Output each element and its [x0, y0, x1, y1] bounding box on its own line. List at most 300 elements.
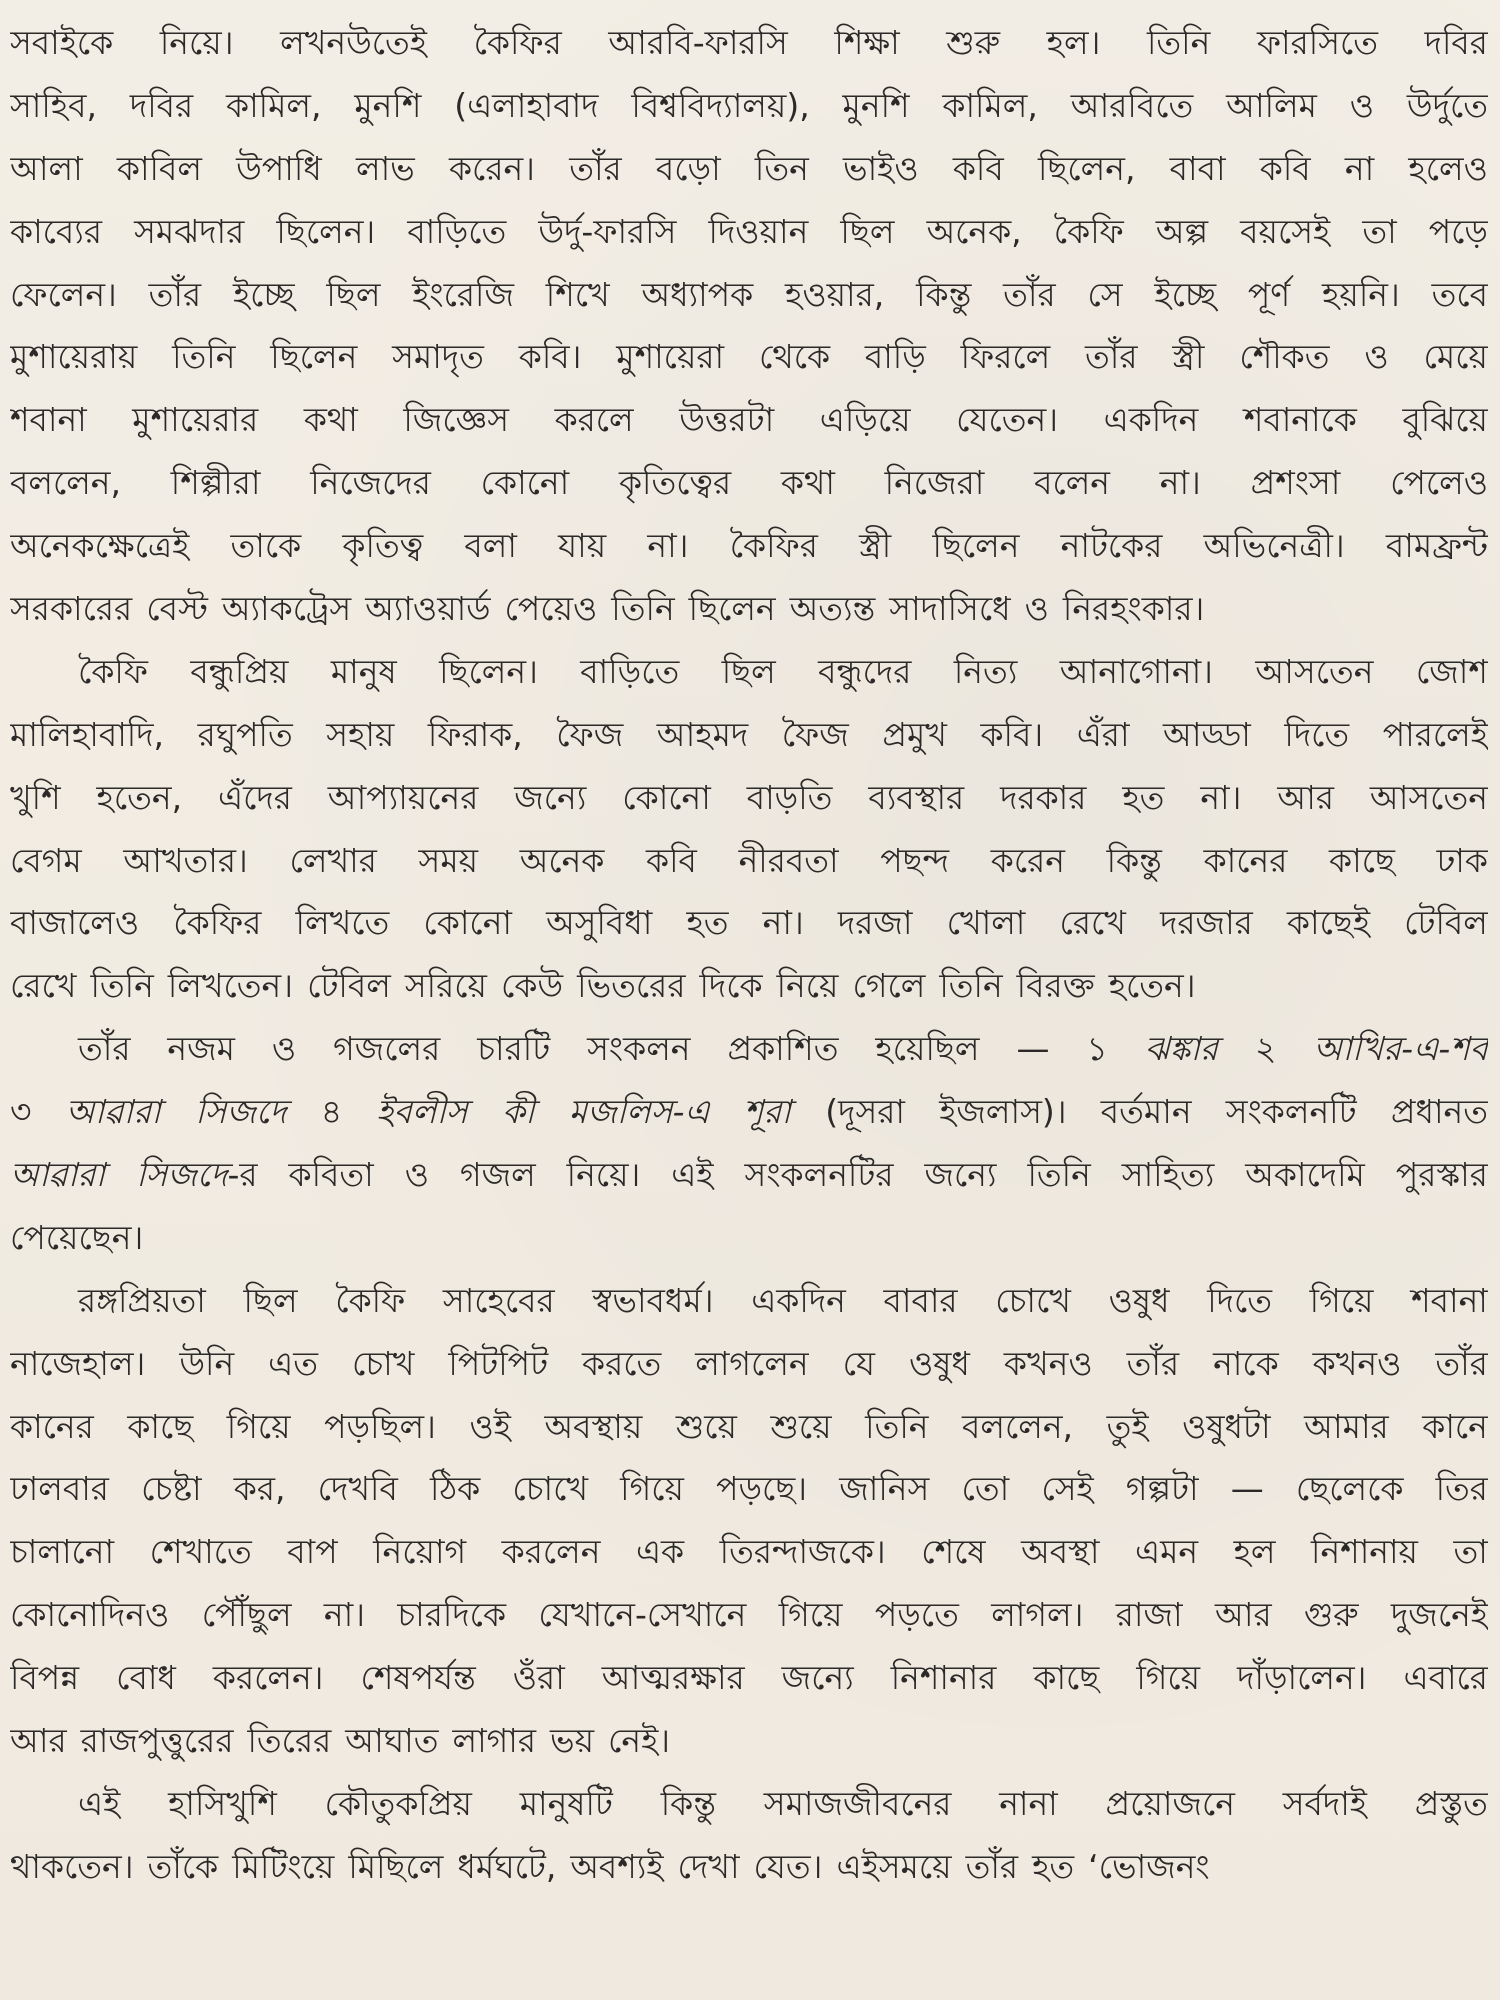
word: ভাইও [843, 148, 919, 188]
italic-title-word: ঝঙ্কার [1144, 1029, 1219, 1069]
word: যেখানে-সেখানে [538, 1595, 747, 1635]
word: বললেন, [962, 1406, 1074, 1446]
word: লাগলেন [695, 1343, 809, 1383]
word: সে [1087, 274, 1123, 314]
word: দেখা [677, 1846, 740, 1886]
word: উর্দুতে [1406, 85, 1488, 125]
word: অবস্থা [1021, 1532, 1100, 1572]
word: ফিরাক, [427, 714, 523, 754]
text-line [10, 515, 1488, 578]
word: ও [404, 1155, 429, 1195]
word: তাঁর [1435, 1343, 1488, 1383]
word: খুশি [10, 777, 61, 817]
word: বলা [464, 526, 517, 566]
word: ছিলেন, [1037, 148, 1136, 188]
word: লখনউতেই [280, 23, 427, 62]
word: জোশ [1415, 651, 1488, 691]
word [502, 1081, 535, 1144]
word: শুরু [946, 23, 1001, 62]
text-line [10, 578, 1488, 641]
word: অধ্যাপক [641, 274, 754, 314]
word: ওষুধ [1108, 1280, 1170, 1320]
word: দাঁড়ালেন। [1237, 1658, 1367, 1698]
word: সাদাসিধে [889, 589, 1011, 629]
word: কানের [1203, 840, 1288, 880]
text-line [10, 1521, 1488, 1584]
word: ইচ্ছে [1154, 274, 1217, 314]
word: আর [1277, 777, 1334, 817]
word: জন্যে [514, 777, 587, 817]
text-line [10, 12, 1488, 75]
word: গিয়ে [226, 1406, 291, 1446]
word: সরিয়ে [404, 966, 487, 1006]
word: বাবার [883, 1280, 958, 1320]
word: শুয়ে [770, 1406, 832, 1446]
word: কৈফি [78, 651, 148, 691]
word: অনেক, [926, 211, 1022, 251]
word: উনি [179, 1343, 235, 1383]
word: গজলের [333, 1029, 441, 1069]
word: লেখার [289, 840, 377, 880]
word: কৈফির [729, 526, 818, 566]
italic-title-word: আখির-এ-শব [1313, 1029, 1488, 1069]
word: শিক্ষা [834, 23, 900, 62]
text-line [10, 1584, 1488, 1647]
word [376, 1081, 467, 1144]
word: দিকে [699, 966, 763, 1006]
word: দিতে [1284, 714, 1350, 754]
word: বর্তমান [1100, 1092, 1192, 1132]
italic-title-word: আৱারা [65, 1092, 161, 1132]
word: গল্পটা [1125, 1469, 1199, 1509]
word: সংকলন [587, 1029, 691, 1069]
word [10, 1144, 105, 1207]
word: কৈফির [173, 903, 262, 943]
text-line [10, 326, 1488, 389]
word: আরবি-ফারসি [608, 23, 788, 62]
word: কথা [780, 463, 835, 503]
word: অ্যাওয়ার্ড [365, 589, 491, 629]
word: মিছিলে [348, 1846, 444, 1886]
word: ফারসিতে [1256, 23, 1379, 62]
word: দিতে [1207, 1280, 1273, 1320]
word: গুরু [1304, 1595, 1359, 1635]
word: বাড়িতে [407, 211, 507, 251]
italic-title-word: সিজদে [195, 1092, 287, 1132]
word: আড্ডা [1163, 714, 1251, 754]
text-line [10, 75, 1488, 138]
word: ব্যবস্থার [868, 777, 965, 817]
word: জিজ্ঞেস [403, 400, 510, 440]
word: হতেন, [96, 777, 183, 817]
word: আখতার। [123, 840, 248, 880]
word: ছিল [721, 651, 776, 691]
word: কথা [303, 400, 358, 440]
word: বিরক্ত [1016, 966, 1095, 1006]
word: তির [1435, 1469, 1488, 1509]
text-line [10, 201, 1488, 264]
word: করেন। [448, 148, 535, 188]
word: প্রস্তুত [1414, 1783, 1488, 1823]
word: কোনোদিনও [10, 1595, 170, 1635]
word: ও [271, 1029, 297, 1069]
word: ছিল [840, 211, 895, 251]
word: অনেক [519, 840, 605, 880]
word: তাঁর [1003, 274, 1056, 314]
word: শুয়ে [675, 1406, 737, 1446]
word: শিখে [545, 274, 610, 314]
word: কোনো [423, 903, 512, 943]
word: সহায় [326, 714, 395, 754]
word: থেকে [758, 337, 831, 377]
word: কর, [233, 1469, 286, 1509]
word: সবাইকে [10, 23, 114, 62]
word: ধর্মঘটে, [457, 1846, 557, 1886]
word: তাঁর [569, 148, 622, 188]
word: টেবিল [307, 966, 391, 1006]
word: কানে [1422, 1406, 1488, 1446]
word: দরজার [1160, 903, 1253, 943]
word: মুশায়েরার [132, 400, 259, 440]
word: উর্দু-ফারসি [538, 211, 677, 251]
word: নাটকের [1060, 526, 1163, 566]
word: ছিল [243, 1280, 298, 1320]
word: দুজনেই [1390, 1595, 1488, 1635]
word: এইসময়ে [836, 1846, 952, 1886]
word: তিনি [172, 337, 236, 377]
text-line [10, 1458, 1488, 1521]
text-line [10, 1647, 1488, 1710]
word: রেখে [1059, 903, 1126, 943]
word: নিশানার [890, 1658, 997, 1698]
word: কবি। [980, 714, 1044, 754]
word: পড়ছে। [716, 1469, 808, 1509]
word: আর [1214, 1595, 1272, 1635]
word: নিয়ে। [566, 1155, 641, 1195]
word: একদিন [1103, 400, 1199, 440]
word: তাঁর [78, 1029, 131, 1069]
word: অবশ্যই [570, 1846, 664, 1886]
word: নিজেদের [310, 463, 431, 503]
word: লাগল। [991, 1595, 1084, 1635]
word: কাব্যের [10, 211, 103, 251]
word: সংকলনটি [1225, 1092, 1357, 1132]
word: তিনি [90, 966, 154, 1006]
word: কিন্তু [660, 1783, 716, 1823]
word: গিয়ে [1309, 1280, 1374, 1320]
word: লাভ [356, 148, 415, 188]
word: তাঁর [148, 274, 202, 314]
word: যায় [558, 526, 607, 566]
word: তিন [754, 148, 809, 188]
word: সিজদে-র [136, 1144, 257, 1207]
word: তবে [1431, 274, 1488, 314]
word: উত্তরটা [679, 400, 775, 440]
word: সাহিত্য [1121, 1155, 1215, 1195]
word: তিনি [1146, 23, 1211, 62]
text-line [10, 1773, 1488, 1836]
word: আমার [1304, 1406, 1389, 1446]
word: ছিলেন [688, 589, 776, 629]
word: ৩ [10, 1092, 32, 1132]
word: কাছে [127, 1406, 194, 1446]
word: তো [961, 1469, 1010, 1509]
word [744, 1081, 791, 1144]
word: না। [762, 903, 804, 943]
text-line [10, 1207, 1488, 1270]
word: সমঝদার [134, 211, 245, 251]
word: কৃতিত্ব [342, 526, 424, 566]
word: পেয়েও [504, 589, 598, 629]
word: অ্যাকট্রেস [221, 589, 352, 629]
word: বড়ো [655, 148, 721, 188]
word: পুরস্কার [1395, 1155, 1488, 1195]
word: চালানো [10, 1532, 115, 1572]
italic-title-word: ইবলীস [376, 1092, 468, 1132]
word: — [1016, 1029, 1050, 1069]
word: কোনো [622, 777, 711, 817]
word: প্রধানত [1390, 1092, 1488, 1132]
word: অভিনেত্রী। [1203, 526, 1345, 566]
word: ও [1349, 85, 1375, 125]
word: হলেও [1408, 148, 1488, 188]
word: পছন্দ [880, 840, 950, 880]
word: শবানা [10, 400, 87, 440]
word: তিনি [865, 1406, 929, 1446]
word: স্ত্রী [1172, 337, 1205, 377]
text-line [10, 1396, 1488, 1459]
word: নীরবতা [738, 840, 839, 880]
italic-title-word: কী [502, 1092, 535, 1132]
italic-title-word: মজলিস-এ [568, 1092, 710, 1132]
word: ওষুধ [908, 1343, 970, 1383]
paragraph [10, 12, 1488, 641]
word: ছিলেন। [276, 211, 376, 251]
word: আলিম [1226, 85, 1317, 125]
word: নিরহংকার। [1062, 589, 1205, 629]
word: বুঝিয়ে [1402, 400, 1488, 440]
word: কাছেই [1286, 903, 1371, 943]
word: কৈফি [335, 1280, 406, 1320]
word: ছিল [326, 274, 381, 314]
word: (এলাহাবাদ [454, 85, 599, 125]
word: আলা [10, 148, 83, 188]
word [195, 1081, 286, 1144]
word: কিন্তু [1106, 840, 1162, 880]
word: ফেলেন। [10, 274, 117, 314]
text-line [10, 264, 1488, 327]
word: ইংরেজি [412, 274, 514, 314]
word: হত [1032, 1846, 1075, 1886]
word: হয়েছিল [875, 1029, 980, 1069]
word: মুনশি [354, 85, 422, 125]
word: কাছে [1329, 840, 1395, 880]
word: থাকতেন। [10, 1846, 134, 1886]
word: যে [842, 1343, 875, 1383]
word: বাড়িতে [580, 651, 680, 691]
word: শেষপর্যন্ত [360, 1658, 476, 1698]
word: কাবিল [116, 148, 202, 188]
word: গজল [459, 1155, 536, 1195]
word: কৃতিত্বের [618, 463, 732, 503]
word: একদিন [751, 1280, 846, 1320]
text-line [10, 830, 1488, 893]
word: ভিতরের [577, 966, 686, 1006]
word: প্রকাশিত [727, 1029, 839, 1069]
word: উপাধি [236, 148, 322, 188]
text-line [10, 1710, 1488, 1773]
word: সময় [418, 840, 479, 880]
word: দরকার [1000, 777, 1087, 817]
word: কবি [952, 148, 1004, 188]
word: কবি [1259, 148, 1311, 188]
word: মানুষটি [519, 1783, 613, 1823]
word: তুই [1106, 1406, 1149, 1446]
word: নিজেরা [884, 463, 985, 503]
paragraph [10, 1018, 1488, 1270]
word: বেস্ট [146, 589, 208, 629]
word: হল। [1046, 23, 1101, 62]
word [569, 1081, 710, 1144]
word: যেতেন। [956, 400, 1059, 440]
word: শেখাতে [149, 1532, 252, 1572]
word: রাজা [1115, 1595, 1183, 1635]
word: কৌতুকপ্রিয় [324, 1783, 472, 1823]
text-line [10, 704, 1488, 767]
word: গিয়ে [620, 1469, 684, 1509]
word: সাহেবের [442, 1280, 555, 1320]
word: ছেলেকে [1295, 1469, 1404, 1509]
word: বললেন, [10, 463, 121, 503]
word: কামিল, [942, 85, 1038, 125]
word: এই [671, 1155, 714, 1195]
word: চারদিকে [397, 1595, 507, 1635]
word: হতেন। [1108, 966, 1196, 1006]
word: চোখে [995, 1280, 1071, 1320]
word: করতে [582, 1343, 662, 1383]
word: যেত। [753, 1846, 823, 1886]
word: কোনো [480, 463, 570, 503]
word: পৌঁছুল [201, 1595, 292, 1635]
word: পড়ছিল। [324, 1406, 436, 1446]
text-line [10, 1081, 1488, 1144]
italic-title-word: সিজদে [136, 1155, 228, 1195]
word: কবি [646, 840, 697, 880]
word: তা [1453, 1532, 1488, 1572]
word: দরজা [837, 903, 913, 943]
word: তাঁর [1126, 1343, 1180, 1383]
word: শিল্পীরা [170, 463, 261, 503]
word: এবারে [1403, 1658, 1488, 1698]
word [1313, 1018, 1488, 1081]
word: রঙ্গপ্রিয়তা [78, 1280, 206, 1320]
word: সংকলনটির [744, 1155, 894, 1195]
word: ঢালবার [10, 1469, 109, 1509]
word: আহমদ [656, 714, 749, 754]
word: গেলে [852, 966, 926, 1006]
word: ছিলেন [270, 337, 358, 377]
word: পড়তে [874, 1595, 959, 1635]
word: স্ত্রী [859, 526, 892, 566]
word: এমন [1134, 1532, 1199, 1572]
text-line [10, 389, 1488, 452]
word: কখনও [1312, 1343, 1402, 1383]
word: মানুষ [330, 651, 397, 691]
paragraph [10, 641, 1488, 1018]
word: এই [78, 1783, 121, 1823]
word: পেলেও [1390, 463, 1488, 503]
word: রঘুপতি [197, 714, 293, 754]
word: বেগম [10, 840, 82, 880]
text-line [10, 138, 1488, 201]
word: মুনশি [842, 85, 910, 125]
word: শবানাকে [1243, 400, 1357, 440]
word: ও [1024, 589, 1049, 629]
word: নাকে [1213, 1343, 1279, 1383]
word: বাড়তি [746, 777, 833, 817]
word: হল [1233, 1532, 1276, 1572]
word: চেষ্টা [141, 1469, 202, 1509]
word: চোখ [351, 1343, 415, 1383]
word: কখনও [1003, 1343, 1093, 1383]
body-text [10, 12, 1488, 1899]
word: অকাদেমি [1245, 1155, 1365, 1195]
word: বাপ [287, 1532, 338, 1572]
word: আসতেন [1369, 777, 1488, 817]
word: নাজেহাল। [10, 1343, 146, 1383]
word: সেই [1041, 1469, 1094, 1509]
word: ফৈজ [781, 714, 849, 754]
word: টেবিল [1404, 903, 1488, 943]
word: পেয়েছেন। [10, 1217, 144, 1257]
word: গিয়ে [1136, 1658, 1201, 1698]
word: এত [268, 1343, 319, 1383]
word: শবানা [1411, 1280, 1488, 1320]
word: আসতেন [1255, 651, 1374, 691]
word: অবস্থায় [544, 1406, 643, 1446]
word: বলেন [1034, 463, 1110, 503]
word: কিন্তু [916, 274, 972, 314]
word: হত [686, 903, 729, 943]
word: প্রয়োজনে [1105, 1783, 1235, 1823]
word: বন্ধুদের [818, 651, 912, 691]
word: বিপন্ন [10, 1658, 80, 1698]
word: ফিরলে [960, 337, 1051, 377]
word: হত [1122, 777, 1165, 817]
word: করেন [990, 840, 1065, 880]
text-line [10, 452, 1488, 515]
word: আপ্যায়নের [327, 777, 479, 817]
word: সমাদৃত [392, 337, 484, 377]
word: লাগার [452, 1721, 536, 1761]
word: জন্যে [924, 1155, 997, 1195]
word: এঁদের [218, 777, 292, 817]
word: আঘাত [345, 1721, 439, 1761]
text-line [10, 955, 1488, 1018]
word: পিটপিট [448, 1343, 549, 1383]
word: অত্যন্ত [789, 589, 876, 629]
word: ৪ [320, 1092, 343, 1132]
word: দিওয়ান [708, 211, 809, 251]
word: স্বভাবধর্ম। [592, 1280, 714, 1320]
word: দেখবি [317, 1469, 398, 1509]
paragraph [10, 1270, 1488, 1773]
text-line [10, 1144, 1488, 1207]
word: নানা [999, 1783, 1058, 1823]
word: সরকারের [10, 589, 133, 629]
word: ইজলাস)। [939, 1092, 1067, 1132]
word: না। [647, 526, 689, 566]
